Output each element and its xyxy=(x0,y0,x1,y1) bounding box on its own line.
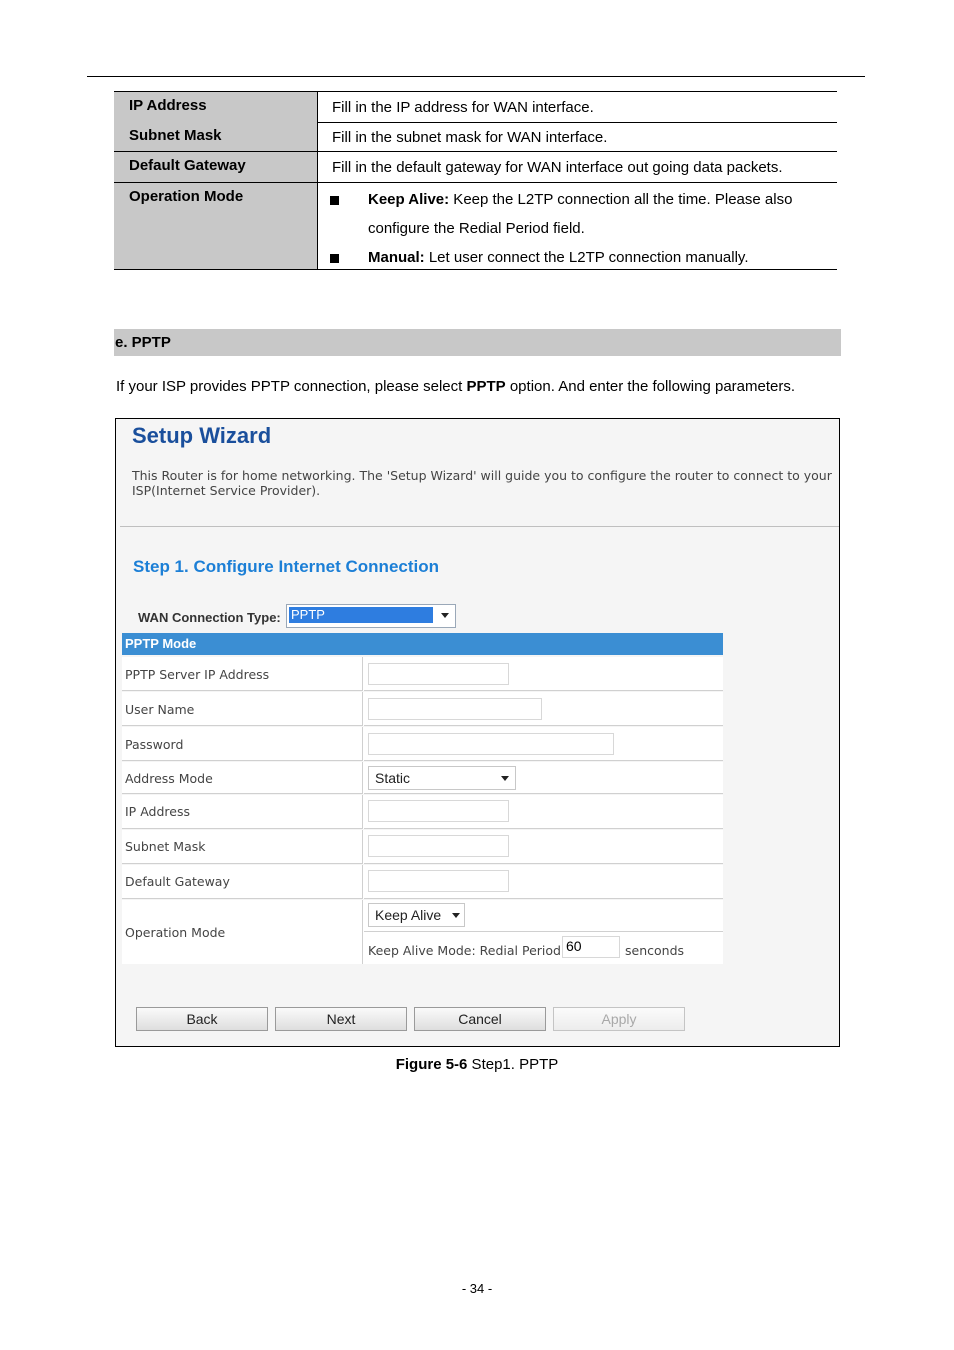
server-ip-input[interactable] xyxy=(368,663,509,685)
bullet-item: Manual: Let user connect the L2TP connection manually. xyxy=(368,249,749,266)
header-rule xyxy=(87,76,865,77)
bullet-icon xyxy=(330,196,339,205)
wan-connection-type-select[interactable]: PPTP xyxy=(286,604,456,628)
bullet-icon xyxy=(330,254,339,263)
cancel-button[interactable]: Cancel xyxy=(414,1007,546,1031)
apply-button[interactable]: Apply xyxy=(553,1007,685,1031)
redial-period-input[interactable]: 60 xyxy=(562,936,620,958)
table-row xyxy=(114,183,837,270)
form-row-default-gateway: Default Gateway xyxy=(122,865,723,899)
password-input[interactable] xyxy=(368,733,614,755)
row-value: Fill in the subnet mask for WAN interface. xyxy=(332,129,608,146)
chevron-down-icon xyxy=(441,613,449,618)
row-key: IP Address xyxy=(129,97,207,114)
form-row-server-ip: PPTP Server IP Address xyxy=(122,657,723,691)
row-value: Fill in the default gateway for WAN interface out going data packets. xyxy=(332,159,783,176)
wizard-title: Setup Wizard xyxy=(132,423,272,448)
table-row xyxy=(114,122,837,152)
row-key: Subnet Mask xyxy=(129,127,222,144)
chevron-down-icon xyxy=(501,776,509,781)
form-row-password: Password xyxy=(122,727,723,761)
page-number: - 34 - xyxy=(461,1281,493,1296)
table-row xyxy=(114,152,837,183)
default-gateway-input[interactable] xyxy=(368,870,509,892)
step-title: Step 1. Configure Internet Connection xyxy=(133,557,440,576)
form-row-address-mode: Address Mode Static xyxy=(122,762,723,794)
address-mode-select[interactable]: Static xyxy=(368,766,516,790)
row-value: Fill in the IP address for WAN interface. xyxy=(332,99,594,116)
redial-period-label: Keep Alive Mode: Redial Period xyxy=(368,943,561,958)
form-row-operation-mode: Operation Mode Keep Alive Keep Alive Mode: Redial Period 60 senconds xyxy=(122,900,723,964)
figure-caption: Figure 5-6 Step1. PPTP xyxy=(395,1056,559,1073)
setup-wizard-screenshot xyxy=(115,418,840,1047)
chevron-down-icon xyxy=(452,913,460,918)
redial-period-unit: senconds xyxy=(625,943,685,958)
form-row-subnet-mask: Subnet Mask xyxy=(122,830,723,864)
wizard-description: This Router is for home networking. The 'Setup Wizard' will guide you to configure the router to connect to your ISP(Internet Service Provider). xyxy=(132,468,832,498)
divider xyxy=(120,526,839,527)
table-row xyxy=(114,91,837,123)
subnet-mask-input[interactable] xyxy=(368,835,509,857)
bullet-item: Keep Alive: Keep the L2TP connection all the time. Please also configure the Redial Period field. xyxy=(368,191,793,237)
next-button[interactable]: Next xyxy=(275,1007,407,1031)
pptp-mode-header: PPTP Mode xyxy=(122,633,723,655)
back-button[interactable]: Back xyxy=(136,1007,268,1031)
wan-connection-type-label: WAN Connection Type: xyxy=(138,610,281,625)
form-row-ip-address: IP Address xyxy=(122,795,723,829)
user-name-input[interactable] xyxy=(368,698,542,720)
intro-paragraph: If your ISP provides PPTP connection, please select PPTP option. And enter the following parameters. xyxy=(116,378,796,395)
ip-address-input[interactable] xyxy=(368,800,509,822)
operation-mode-select[interactable]: Keep Alive xyxy=(368,903,465,927)
form-row-user-name: User Name xyxy=(122,692,723,726)
row-key: Operation Mode xyxy=(129,188,244,205)
section-heading: e. PPTP xyxy=(114,329,841,356)
row-key: Default Gateway xyxy=(129,157,246,174)
